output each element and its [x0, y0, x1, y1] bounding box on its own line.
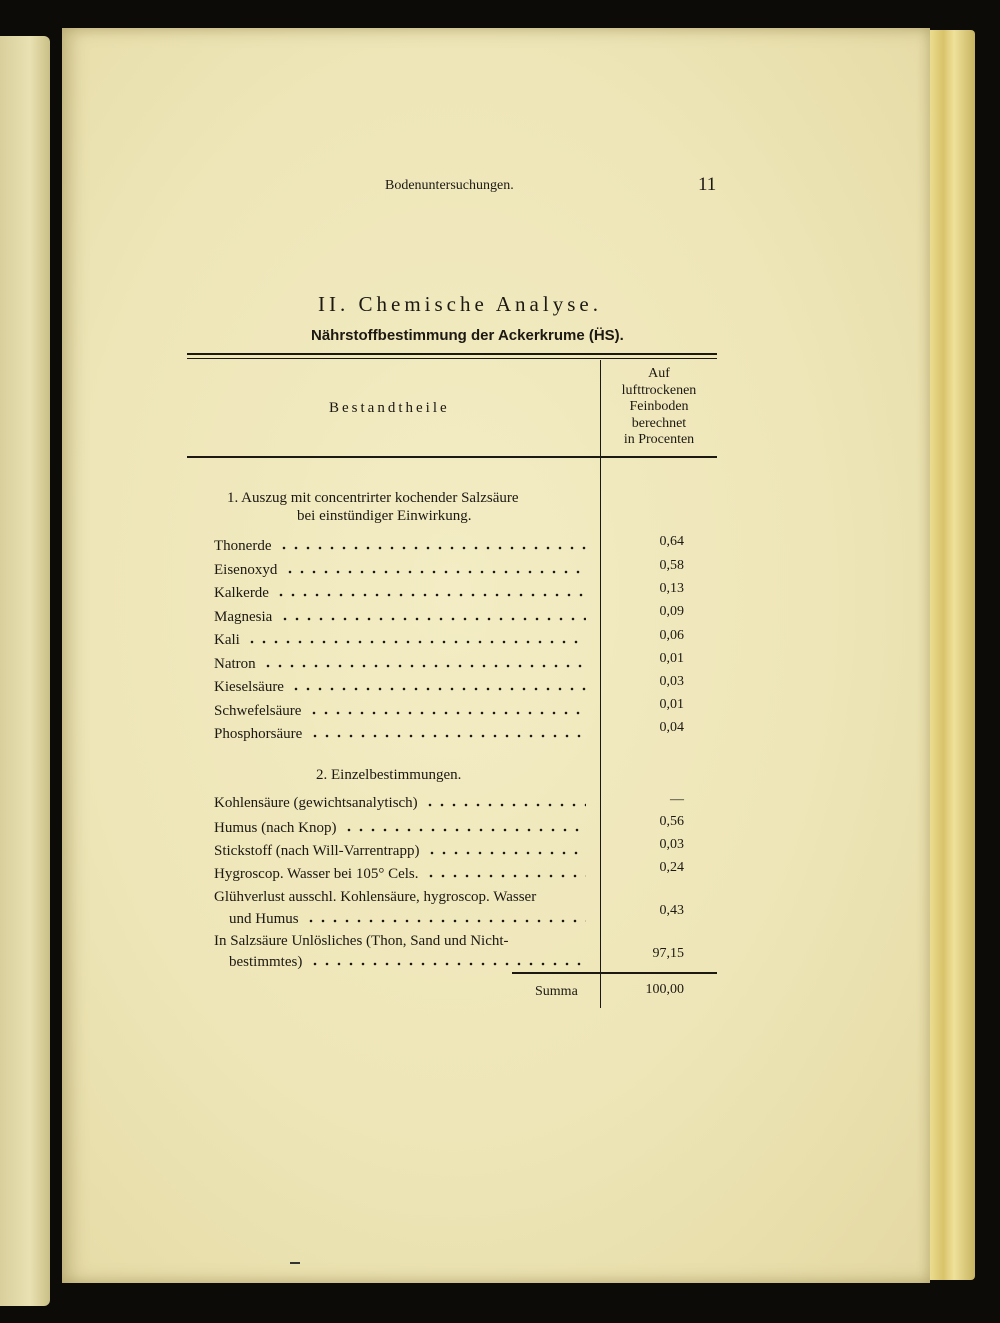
leader-dots [309, 956, 586, 972]
row-value: 0,01 [659, 651, 684, 666]
leader-dots [290, 681, 586, 697]
value-header-line: lufttrockenen [621, 382, 697, 398]
row-label: Magnesia [214, 609, 273, 625]
sum-rule [512, 972, 717, 974]
row-value: 0,56 [659, 814, 684, 829]
row-label: Hygroscop. Wasser bei 105° Cels. [214, 866, 419, 882]
row-value: 0,03 [659, 837, 684, 852]
page-mark [290, 1262, 300, 1264]
row-value: 0,01 [659, 697, 684, 712]
leader-dots [424, 797, 586, 813]
row-label: In Salzsäure Unlösliches (Thon, Sand und Nicht- [214, 933, 509, 949]
left-page-edge [0, 36, 50, 1306]
group-1-title: 1. Auszug mit concentrirter kochender Salzsäure [227, 490, 519, 506]
leader-dots [426, 845, 586, 861]
row-value: 0,64 [659, 534, 684, 549]
row-label: Kieselsäure [214, 679, 284, 695]
row-value: 0,04 [659, 720, 684, 735]
row-value: 0,43 [659, 903, 684, 918]
column-separator [600, 360, 601, 456]
header-rule [187, 456, 717, 458]
column-header-values [606, 366, 712, 449]
page-number: 11 [698, 174, 717, 195]
row-label: Kohlensäure (gewichtsanalytisch) [214, 795, 418, 811]
leader-dots [262, 658, 586, 674]
row-label: Humus (nach Knop) [214, 820, 337, 836]
leader-dots [308, 705, 586, 721]
row-value: 0,58 [659, 558, 684, 573]
row-value: 0,09 [659, 604, 684, 619]
leader-dots [279, 611, 586, 627]
leader-dots [305, 913, 586, 929]
sum-label: Summa [535, 984, 578, 999]
leader-dots [275, 587, 586, 603]
value-header-line: in Procenten [623, 432, 695, 447]
row-label: Stickstoff (nach Will-Varrentrapp) [214, 843, 420, 859]
column-header-bestandtheile: Bestandtheile [329, 400, 450, 416]
leader-dots [278, 540, 586, 556]
value-header-line: Feinboden [629, 399, 689, 414]
row-label: Kali [214, 632, 240, 648]
row-value: 0,13 [659, 581, 684, 596]
section-title: II. Chemische Analyse. [318, 292, 602, 316]
sum-value: 100,00 [645, 982, 684, 997]
row-label: Kalkerde [214, 585, 269, 601]
group-2-title: 2. Einzelbestimmungen. [316, 767, 462, 783]
subtitle: Nährstoffbestimmung der Ackerkrume (ḦS). [311, 327, 624, 344]
column-separator [600, 458, 601, 1008]
leader-dots [284, 564, 586, 580]
row-value: 97,15 [652, 946, 684, 961]
row-value: 0,24 [659, 860, 684, 875]
leader-dots [246, 634, 586, 650]
row-label: Schwefelsäure [214, 703, 302, 719]
leader-dots [343, 822, 586, 838]
row-value: — [670, 792, 684, 807]
book-page [62, 28, 930, 1283]
value-header-line: berechnet [631, 415, 687, 431]
row-value: 0,06 [659, 628, 684, 643]
top-rule-thick [187, 353, 717, 355]
value-header-line: Auf [648, 366, 670, 381]
row-label: Phosphorsäure [214, 726, 303, 742]
row-value: 0,03 [659, 674, 684, 689]
row-label: Glühverlust ausschl. Kohlensäure, hygroscop. Wasser [214, 889, 537, 905]
group-1-title-cont: bei einstündiger Einwirkung. [297, 508, 472, 524]
row-label-cont: und Humus [229, 911, 299, 927]
row-label-cont: bestimmtes) [229, 954, 303, 970]
row-label: Natron [214, 656, 256, 672]
row-label: Eisenoxyd [214, 562, 278, 578]
leader-dots [309, 728, 586, 744]
running-head: Bodenuntersuchungen. [385, 178, 514, 193]
row-label: Thonerde [214, 538, 272, 554]
leader-dots [425, 868, 586, 884]
top-rule-thin [187, 358, 717, 359]
